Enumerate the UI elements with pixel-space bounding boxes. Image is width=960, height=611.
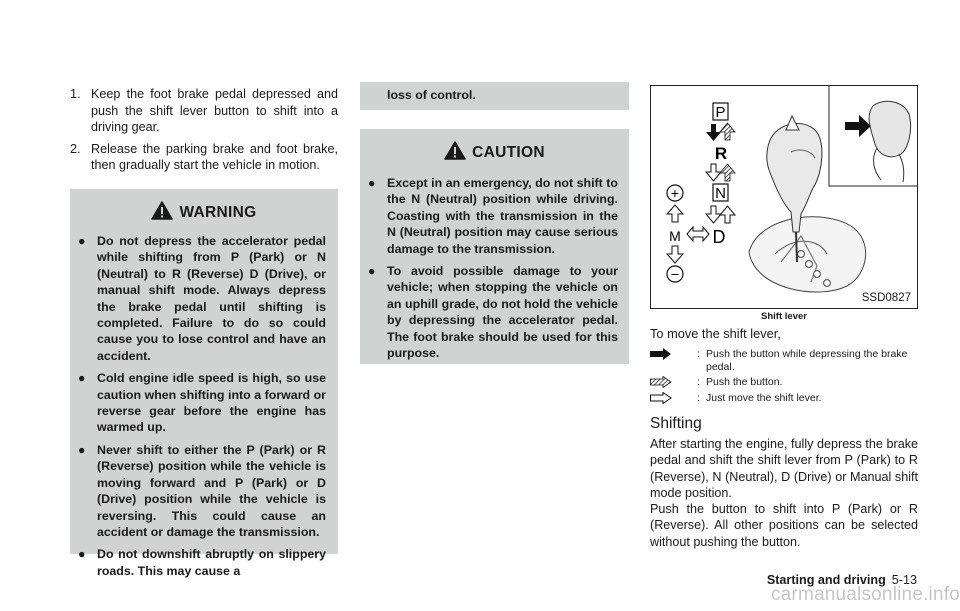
figure-caption: Shift lever [761,311,807,322]
caution-list [360,175,618,367]
warning-icon [151,201,173,225]
outline-down-arrow-icon [667,246,683,263]
outline-arrow-icon [650,392,672,408]
figure-code: SSD0827 [861,292,911,304]
solid-down-arrow-icon [706,124,721,141]
warning-list [70,233,326,585]
footer-section: Starting and driving [766,573,886,587]
outline-down-arrow-icon [706,206,721,223]
outline-down-arrow-icon [706,164,721,181]
manual-plus-label: + [670,185,680,201]
warning-item: ● Do not downshift abruptly on slippery roads. This may cause a [78,547,326,578]
caution-box [360,129,629,364]
outline-up-arrow-icon [667,205,683,222]
solid-arrow-icon [650,348,672,364]
procedure-steps [70,86,338,179]
manual-minus-label: − [670,266,680,282]
section-heading: Shifting [650,415,702,432]
watermark: carmanualsonline.info [770,584,960,605]
gear-label-d: D [712,227,726,247]
hatched-arrow-icon [650,376,672,392]
caution-header: CAUTION [360,141,629,165]
gear-label-n: N [715,185,726,202]
double-arrow-icon [687,227,709,241]
shift-lever-diagram [651,86,917,308]
step-item: 2. Release the parking brake and foot brake, then gradually start the vehicle in motion. [70,141,338,172]
shift-lever-figure [650,85,918,309]
step-item: 1. Keep the foot brake pedal depressed and push the shift lever button to shift into a driving gear. [70,87,338,134]
hatched-up-arrow-icon [720,164,735,181]
warning-continuation-box: loss of control. [360,82,629,110]
caution-item: ● Except in an emergency, do not shift to the N (Neutral) position while driving. Coasting with the transmission in the N (Neutral) position may cause serious damage to the transmission. [368,176,618,256]
warning-item: ● Never shift to either the P (Park) or R (Reverse) position while the vehicle is moving forward and P (Park) or D (Drive) position while the vehicle is reversing. This could cause an accident or damage the transmission. [78,442,326,539]
caution-item: ● To avoid possible damage to your vehicle; when stopping the vehicle on an uphill grade, do not hold the vehicle by depressing the accelerator pedal. The foot brake should be used for this purpose. [368,264,618,361]
legend-intro: To move the shift lever, [650,326,781,341]
gear-label-m: M [669,228,681,244]
outline-up-arrow-icon [720,206,735,223]
warning-header: WARNING [70,201,338,225]
paragraph: Push the button to shift into P (Park) or R (Reverse). All other positions can be selected without pushing the button. [650,502,918,549]
paragraph: After starting the engine, fully depress the brake pedal and shift the shift lever from P (Park) to R (Reverse), N (Neutral), D (Drive) or Manual shift mode position. [650,437,918,500]
warning-item: ● Cold engine idle speed is high, so use caution when shifting into a forward or reverse gear before the engine has warmed up. [78,371,326,435]
page-number: 5-13 [891,573,917,587]
gear-label-r: R [714,144,728,163]
warning-item: ● Do not depress the accelerator pedal while shifting from P (Park) or N (Neutral) to R (Reverse) D (Drive), or manual shift mode. Always depress the brake pedal until shifting is completed. Failure to do so could cause you to lose control and have an accident. [78,234,326,363]
hatched-up-arrow-icon [720,123,735,140]
warning-box [70,189,338,578]
caution-icon [444,141,466,165]
gear-label-p: P [715,104,726,121]
